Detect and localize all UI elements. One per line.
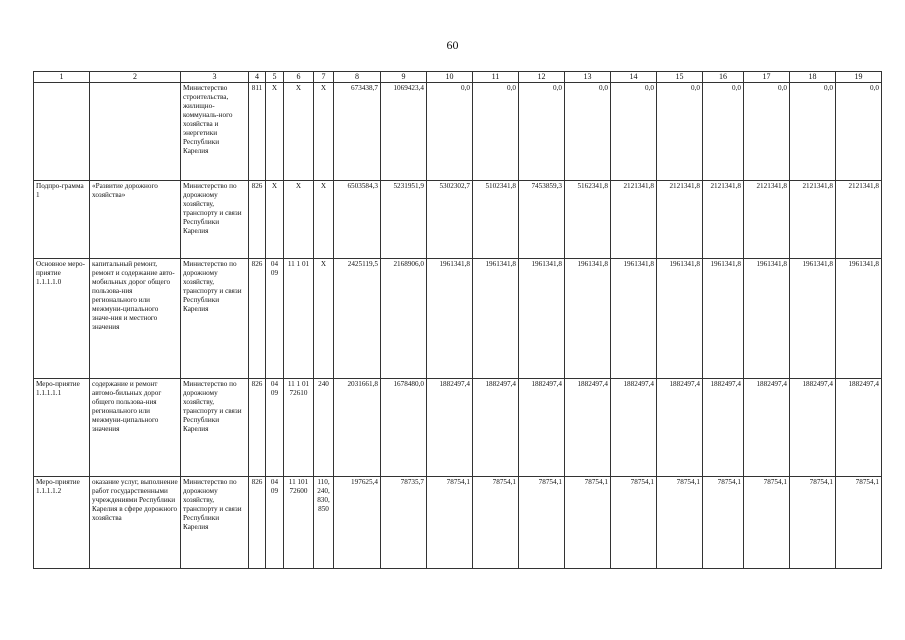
column-header: 1: [34, 72, 90, 83]
value-cell: 0,0: [427, 83, 473, 181]
value-cell: 78754,1: [565, 477, 611, 569]
value-cell: 0,0: [473, 83, 519, 181]
value-cell: 78754,1: [836, 477, 882, 569]
grbs-cell: 826: [249, 259, 266, 379]
value-cell: 1961341,8: [744, 259, 790, 379]
program-name-cell: «Развитие дорожного хозяйства»: [90, 181, 181, 259]
expense-type-cell: Х: [314, 83, 334, 181]
executor-cell: Министерство по дорожному хозяйству, транспорту и связи Республики Карелия: [181, 181, 249, 259]
table-row: [34, 259, 882, 379]
column-header: 6: [284, 72, 314, 83]
section-cell: 04 09: [266, 259, 284, 379]
value-cell: 1961341,8: [836, 259, 882, 379]
section-cell: 04 09: [266, 379, 284, 477]
executor-cell: Министерство по дорожному хозяйству, транспорту и связи Республики Карелия: [181, 477, 249, 569]
program-name-cell: оказание услуг, выполнение работ государственными учреждениями Республики Карелия в сфере дорожного хозяйства: [90, 477, 181, 569]
value-cell: 78754,1: [790, 477, 836, 569]
value-cell: 2121341,8: [790, 181, 836, 259]
executor-cell: Министерство строительства, жилищно-коммуналь-ного хозяйства и энергетики Республики Карелия: [181, 83, 249, 181]
expense-type-cell: Х: [314, 181, 334, 259]
value-cell: 1882497,4: [519, 379, 565, 477]
value-cell: 1961341,8: [427, 259, 473, 379]
target-article-cell: Х: [284, 83, 314, 181]
value-cell: 1961341,8: [565, 259, 611, 379]
program-name-cell: [90, 83, 181, 181]
program-code-cell: Меро-приятие 1.1.1.1.1: [34, 379, 90, 477]
expense-type-cell: Х: [314, 259, 334, 379]
target-article-cell: 11 1 01: [284, 259, 314, 379]
column-header: 9: [381, 72, 427, 83]
value-cell: 1069423,4: [381, 83, 427, 181]
value-cell: 1961341,8: [473, 259, 519, 379]
value-cell: 1882497,4: [790, 379, 836, 477]
value-cell: 78754,1: [519, 477, 565, 569]
table-row: [34, 379, 882, 477]
header-row: [34, 72, 882, 83]
value-cell: 1882497,4: [657, 379, 703, 477]
value-cell: 1882497,4: [565, 379, 611, 477]
value-cell: 2425119,5: [334, 259, 381, 379]
target-article-cell: 11 1 01 72610: [284, 379, 314, 477]
value-cell: 1961341,8: [790, 259, 836, 379]
value-cell: 0,0: [565, 83, 611, 181]
value-cell: 2168906,0: [381, 259, 427, 379]
value-cell: 0,0: [744, 83, 790, 181]
page-number: 60: [446, 38, 459, 52]
grbs-cell: 826: [249, 477, 266, 569]
program-name-cell: капитальный ремонт, ремонт и содержание авто-мобильных дорог общего пользова-ния регионального или межмуни-ципального значе-ния и местного значения: [90, 259, 181, 379]
value-cell: 2121341,8: [611, 181, 657, 259]
budget-table: [33, 71, 882, 569]
expense-type-cell: 240: [314, 379, 334, 477]
value-cell: 1961341,8: [657, 259, 703, 379]
value-cell: 78754,1: [657, 477, 703, 569]
column-header: 8: [334, 72, 381, 83]
value-cell: 78735,7: [381, 477, 427, 569]
column-header: 3: [181, 72, 249, 83]
column-header: 14: [611, 72, 657, 83]
value-cell: 1882497,4: [473, 379, 519, 477]
column-header: 12: [519, 72, 565, 83]
column-header: 11: [473, 72, 519, 83]
grbs-cell: 826: [249, 379, 266, 477]
value-cell: 2121341,8: [657, 181, 703, 259]
column-header: 15: [657, 72, 703, 83]
value-cell: 1882497,4: [703, 379, 744, 477]
table-row: [34, 181, 882, 259]
value-cell: 1961341,8: [519, 259, 565, 379]
executor-cell: Министерство по дорожному хозяйству, транспорту и связи Республики Карелия: [181, 379, 249, 477]
value-cell: 1882497,4: [744, 379, 790, 477]
value-cell: 0,0: [657, 83, 703, 181]
column-header: 13: [565, 72, 611, 83]
value-cell: 7453859,3: [519, 181, 565, 259]
value-cell: 0,0: [836, 83, 882, 181]
value-cell: 2031661,8: [334, 379, 381, 477]
value-cell: 78754,1: [703, 477, 744, 569]
value-cell: 5162341,8: [565, 181, 611, 259]
value-cell: 0,0: [703, 83, 744, 181]
column-header: 17: [744, 72, 790, 83]
section-cell: Х: [266, 181, 284, 259]
column-header: 10: [427, 72, 473, 83]
grbs-cell: 826: [249, 181, 266, 259]
grbs-cell: 811: [249, 83, 266, 181]
value-cell: 78754,1: [473, 477, 519, 569]
expense-type-cell: 110, 240, 830, 850: [314, 477, 334, 569]
value-cell: 2121341,8: [703, 181, 744, 259]
program-code-cell: [34, 83, 90, 181]
value-cell: 5231951,9: [381, 181, 427, 259]
value-cell: 78754,1: [427, 477, 473, 569]
value-cell: 5302302,7: [427, 181, 473, 259]
value-cell: 1678480,0: [381, 379, 427, 477]
table-row: [34, 477, 882, 569]
value-cell: 0,0: [790, 83, 836, 181]
column-header: 2: [90, 72, 181, 83]
section-cell: 04 09: [266, 477, 284, 569]
value-cell: 1882497,4: [836, 379, 882, 477]
target-article-cell: Х: [284, 181, 314, 259]
value-cell: 6503584,3: [334, 181, 381, 259]
program-code-cell: Подпро-грамма 1: [34, 181, 90, 259]
program-name-cell: содержание и ремонт автомо-бильных дорог общего пользова-ния регионального или межмуни-ципального значения: [90, 379, 181, 477]
column-header: 18: [790, 72, 836, 83]
value-cell: 78754,1: [611, 477, 657, 569]
value-cell: 78754,1: [744, 477, 790, 569]
value-cell: 1882497,4: [611, 379, 657, 477]
value-cell: 673438,7: [334, 83, 381, 181]
value-cell: 1961341,8: [611, 259, 657, 379]
column-header: 4: [249, 72, 266, 83]
column-header: 16: [703, 72, 744, 83]
value-cell: 1961341,8: [703, 259, 744, 379]
column-header: 7: [314, 72, 334, 83]
value-cell: 5102341,8: [473, 181, 519, 259]
column-header: 19: [836, 72, 882, 83]
value-cell: 197625,4: [334, 477, 381, 569]
program-code-cell: Меро-приятие 1.1.1.1.2: [34, 477, 90, 569]
program-code-cell: Основное меро-приятие 1.1.1.1.0: [34, 259, 90, 379]
table-row: [34, 83, 882, 181]
value-cell: 1882497,4: [427, 379, 473, 477]
value-cell: 2121341,8: [836, 181, 882, 259]
value-cell: 0,0: [519, 83, 565, 181]
column-header: 5: [266, 72, 284, 83]
section-cell: Х: [266, 83, 284, 181]
value-cell: 2121341,8: [744, 181, 790, 259]
executor-cell: Министерство по дорожному хозяйству, транспорту и связи Республики Карелия: [181, 259, 249, 379]
value-cell: 0,0: [611, 83, 657, 181]
target-article-cell: 11 101 72600: [284, 477, 314, 569]
